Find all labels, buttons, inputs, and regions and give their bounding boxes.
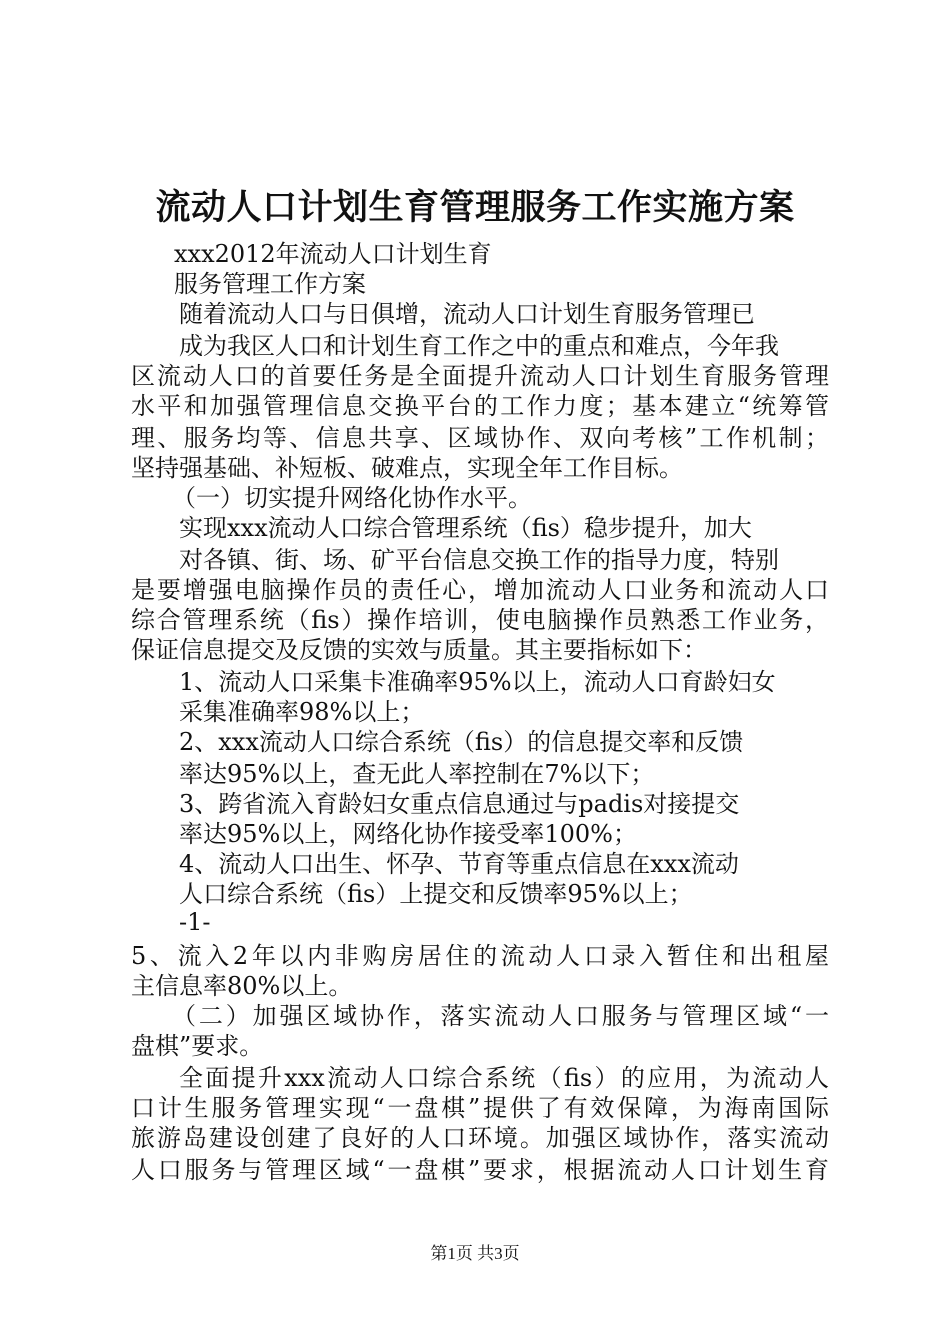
paragraph-line: 是要增强电脑操作员的责任心，增加流动人口业务和流动人口 [131,576,829,604]
paragraph-line: 口计生服务管理实现“一盘棋”提供了有效保障，为海南国际 [131,1094,829,1122]
paragraph-line: 成为我区人口和计划生育工作之中的重点和难点，今年我 [179,332,779,360]
list-item-continuation: 率达95%以上，网络化协作接受率100%； [179,820,637,848]
paragraph-line: 坚持强基础、补短板、破难点，实现全年工作目标。 [131,454,683,482]
list-item: 1、流动人口采集卡准确率95%以上，流动人口育龄妇女 [179,668,776,696]
paragraph-line: 综合管理系统（fis）操作培训，使电脑操作员熟悉工作业务， [131,606,829,634]
document-title: 流动人口计划生育管理服务工作实施方案 [155,187,795,228]
subtitle-line-1: xxx2012年流动人口计划生育 [174,240,492,268]
list-item: 2、xxx流动人口综合系统（fis）的信息提交率和反馈 [179,728,744,756]
paragraph-line: 对各镇、街、场、矿平台信息交换工作的指导力度，特别 [179,546,779,574]
paragraph-line: 旅游岛建设创建了良好的人口环境。加强区域协作，落实流动 [131,1124,829,1152]
paragraph-line: 水平和加强管理信息交换平台的工作力度；基本建立“统筹管 [131,392,829,420]
page-footer: 第1页 共3页 [430,1244,520,1263]
paragraph-line: 人口服务与管理区域“一盘棋”要求，根据流动人口计划生育 [131,1156,829,1184]
list-item: 5、流入2年以内非购房居住的流动人口录入暂住和出租屋 [131,942,829,970]
section-heading-2-continuation: 盘棋”要求。 [131,1032,264,1060]
paragraph-line: 理、服务均等、信息共享、区域协作、双向考核”工作机制； [131,424,829,452]
paragraph-line: 全面提升xxx流动人口综合系统（fis）的应用，为流动人 [179,1064,829,1092]
paragraph-line: 实现xxx流动人口综合管理系统（fis）稳步提升，加大 [179,514,752,542]
subtitle-line-2: 服务管理工作方案 [174,270,366,298]
list-item-continuation: 率达95%以上，查无此人率控制在7%以下； [179,760,655,788]
list-item: 3、跨省流入育龄妇女重点信息通过与padis对接提交 [179,790,740,818]
section-heading-1: （一）切实提升网络化协作水平。 [172,484,532,512]
list-item: 4、流动人口出生、怀孕、节育等重点信息在xxx流动 [179,850,739,878]
section-heading-2: （二）加强区域协作，落实流动人口服务与管理区域“一 [172,1002,829,1030]
list-item-continuation: 采集准确率98%以上； [179,698,425,726]
paragraph-line: 随着流动人口与日俱增，流动人口计划生育服务管理已 [179,300,755,328]
paragraph-line: 保证信息提交及反馈的实效与质量。其主要指标如下： [131,636,707,664]
list-item-continuation: 人口综合系统（fis）上提交和反馈率95%以上； [179,880,693,908]
paragraph-line: 区流动人口的首要任务是全面提升流动人口计划生育服务管理 [131,362,829,390]
list-item-continuation: 主信息率80%以上。 [131,972,353,1000]
inline-page-marker: -1- [179,908,211,936]
